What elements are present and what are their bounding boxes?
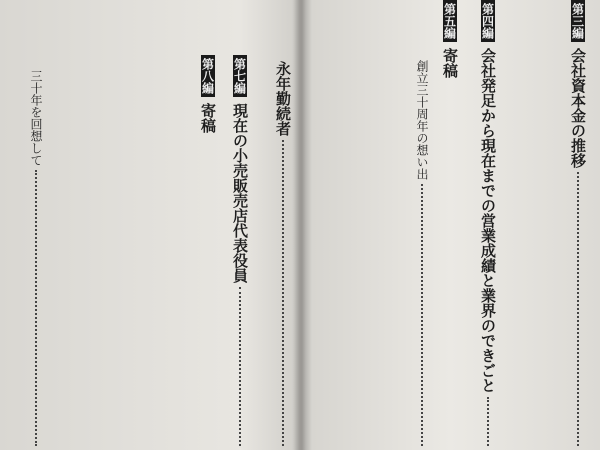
dot-leader	[421, 184, 423, 446]
dot-leader	[282, 140, 284, 446]
toc-item-memories	[416, 60, 428, 450]
toc-entry-section-6	[275, 55, 290, 450]
toc-item-retrospect	[30, 70, 42, 450]
dot-leader	[35, 170, 37, 446]
dot-leader	[577, 172, 579, 446]
toc-entry-section-7	[232, 55, 247, 450]
dot-leader	[487, 397, 489, 446]
toc-entry-section-8	[200, 55, 215, 450]
section-title: 寄稿	[441, 48, 459, 78]
dot-leader	[239, 287, 241, 446]
toc-entry-section-5	[442, 0, 457, 450]
section-title: 会社発足から現在までの営業成績と業界のできごと	[479, 48, 497, 393]
book-gutter	[292, 0, 312, 450]
item-title: 創立三十周年の想い出	[415, 60, 429, 180]
section-label: 第七編	[233, 55, 247, 97]
section-title: 永年勤続者	[274, 61, 292, 136]
toc-entry-section-4	[480, 0, 495, 450]
section-label: 第三編	[571, 0, 585, 42]
section-label: 第八編	[201, 55, 215, 97]
section-title: 寄稿	[199, 103, 217, 133]
section-title: 現在の小売販売店代表役員	[231, 103, 249, 283]
item-title: 三十年を回想して	[29, 70, 43, 166]
toc-entry-section-3	[570, 0, 585, 450]
section-label: 第四編	[481, 0, 495, 42]
section-title: 会社資本金の推移	[569, 48, 587, 168]
section-label: 第五編	[443, 0, 457, 42]
